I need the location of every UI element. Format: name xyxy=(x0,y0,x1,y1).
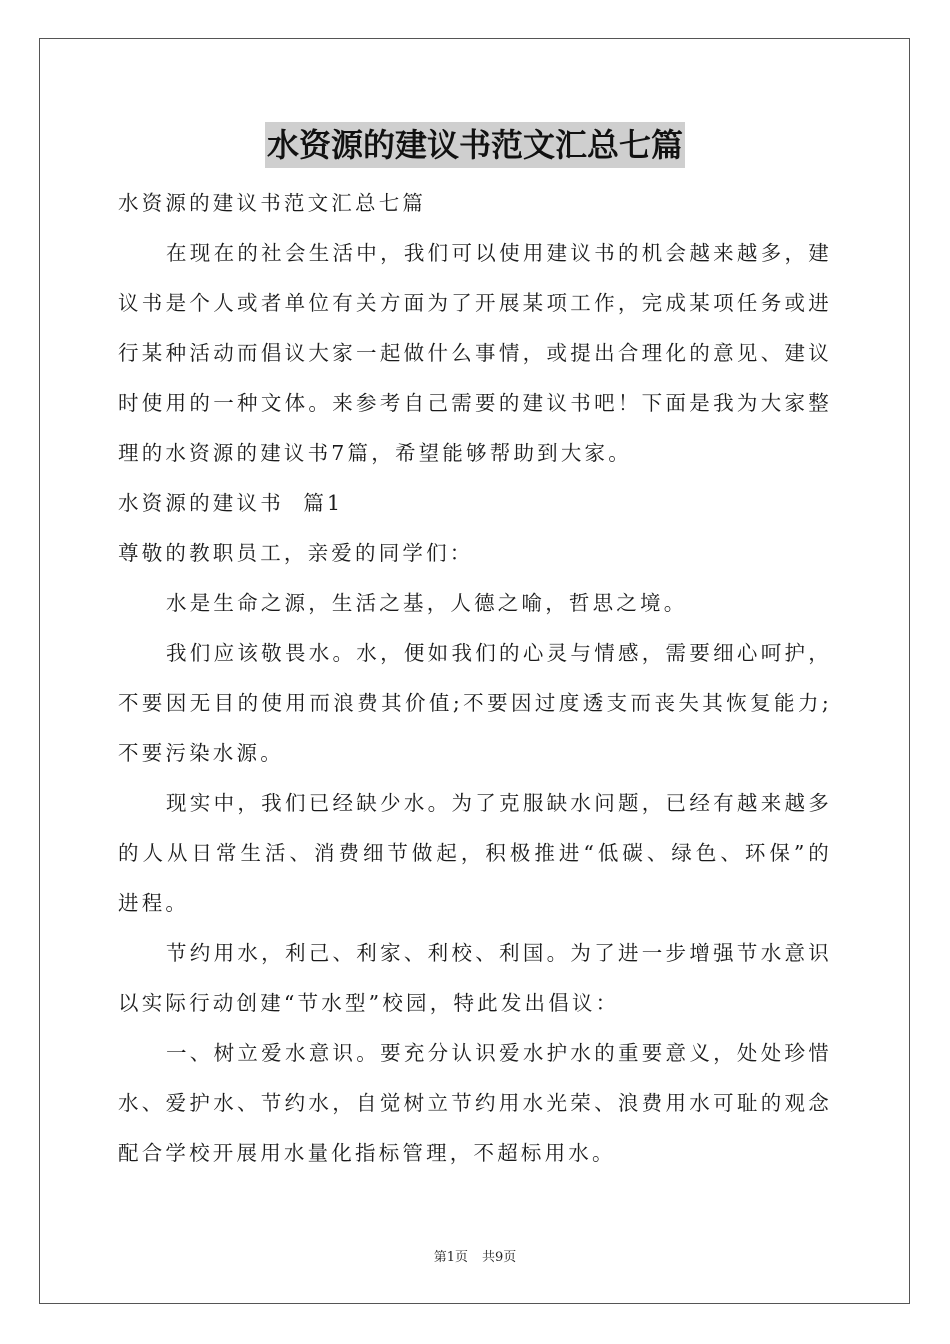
salutation: 尊敬的教职员工，亲爱的同学们： xyxy=(118,541,474,565)
paragraph: 一、树立爱水意识。要充分认识爱水护水的重要意义，处处珍惜水、爱护水、节约水，自觉树立节约用水光荣、浪费用水可耻的观念配合学校开展用水量化指标管理，不超标用水。 xyxy=(118,1041,832,1165)
page-total: 共9页 xyxy=(482,1250,517,1265)
paragraph: 水资源的建议书范文汇总七篇 xyxy=(118,191,427,215)
document-body xyxy=(118,178,832,1178)
paragraph: 我们应该敬畏水。水，便如我们的心灵与情感，需要细心呵护，不要因无目的使用而浪费其价值;不要因过度透支而丧失其恢复能力;不要污染水源。 xyxy=(118,641,832,765)
paragraph: 节约用水，利己、利家、利校、利国。为了进一步增强节水意识以实际行动创建“节水型”校园，特此发出倡议： xyxy=(118,941,832,1015)
document-title: 水资源的建议书范文汇总七篇 xyxy=(265,122,685,168)
page-number: 第1页 xyxy=(433,1250,468,1265)
page-footer xyxy=(0,1246,950,1265)
section-heading: 水资源的建议书 篇1 xyxy=(118,491,344,515)
paragraph: 水是生命之源，生活之基，人德之喻，哲思之境。 xyxy=(166,591,688,615)
paragraph: 在现在的社会生活中，我们可以使用建议书的机会越来越多，建议书是个人或者单位有关方面为了开展某项工作，完成某项任务或进行某种活动而倡议大家一起做什么事情，或提出合理化的意见、建议时使用的一种文体。来参考自己需要的建议书吧！下面是我为大家整理的水资源的建议书7篇，希望能够帮助到大家。 xyxy=(118,241,832,465)
title-container xyxy=(0,122,950,168)
paragraph: 现实中，我们已经缺少水。为了克服缺水问题，已经有越来越多的人从日常生活、消费细节做起，积极推进“低碳、绿色、环保”的进程。 xyxy=(118,791,832,915)
